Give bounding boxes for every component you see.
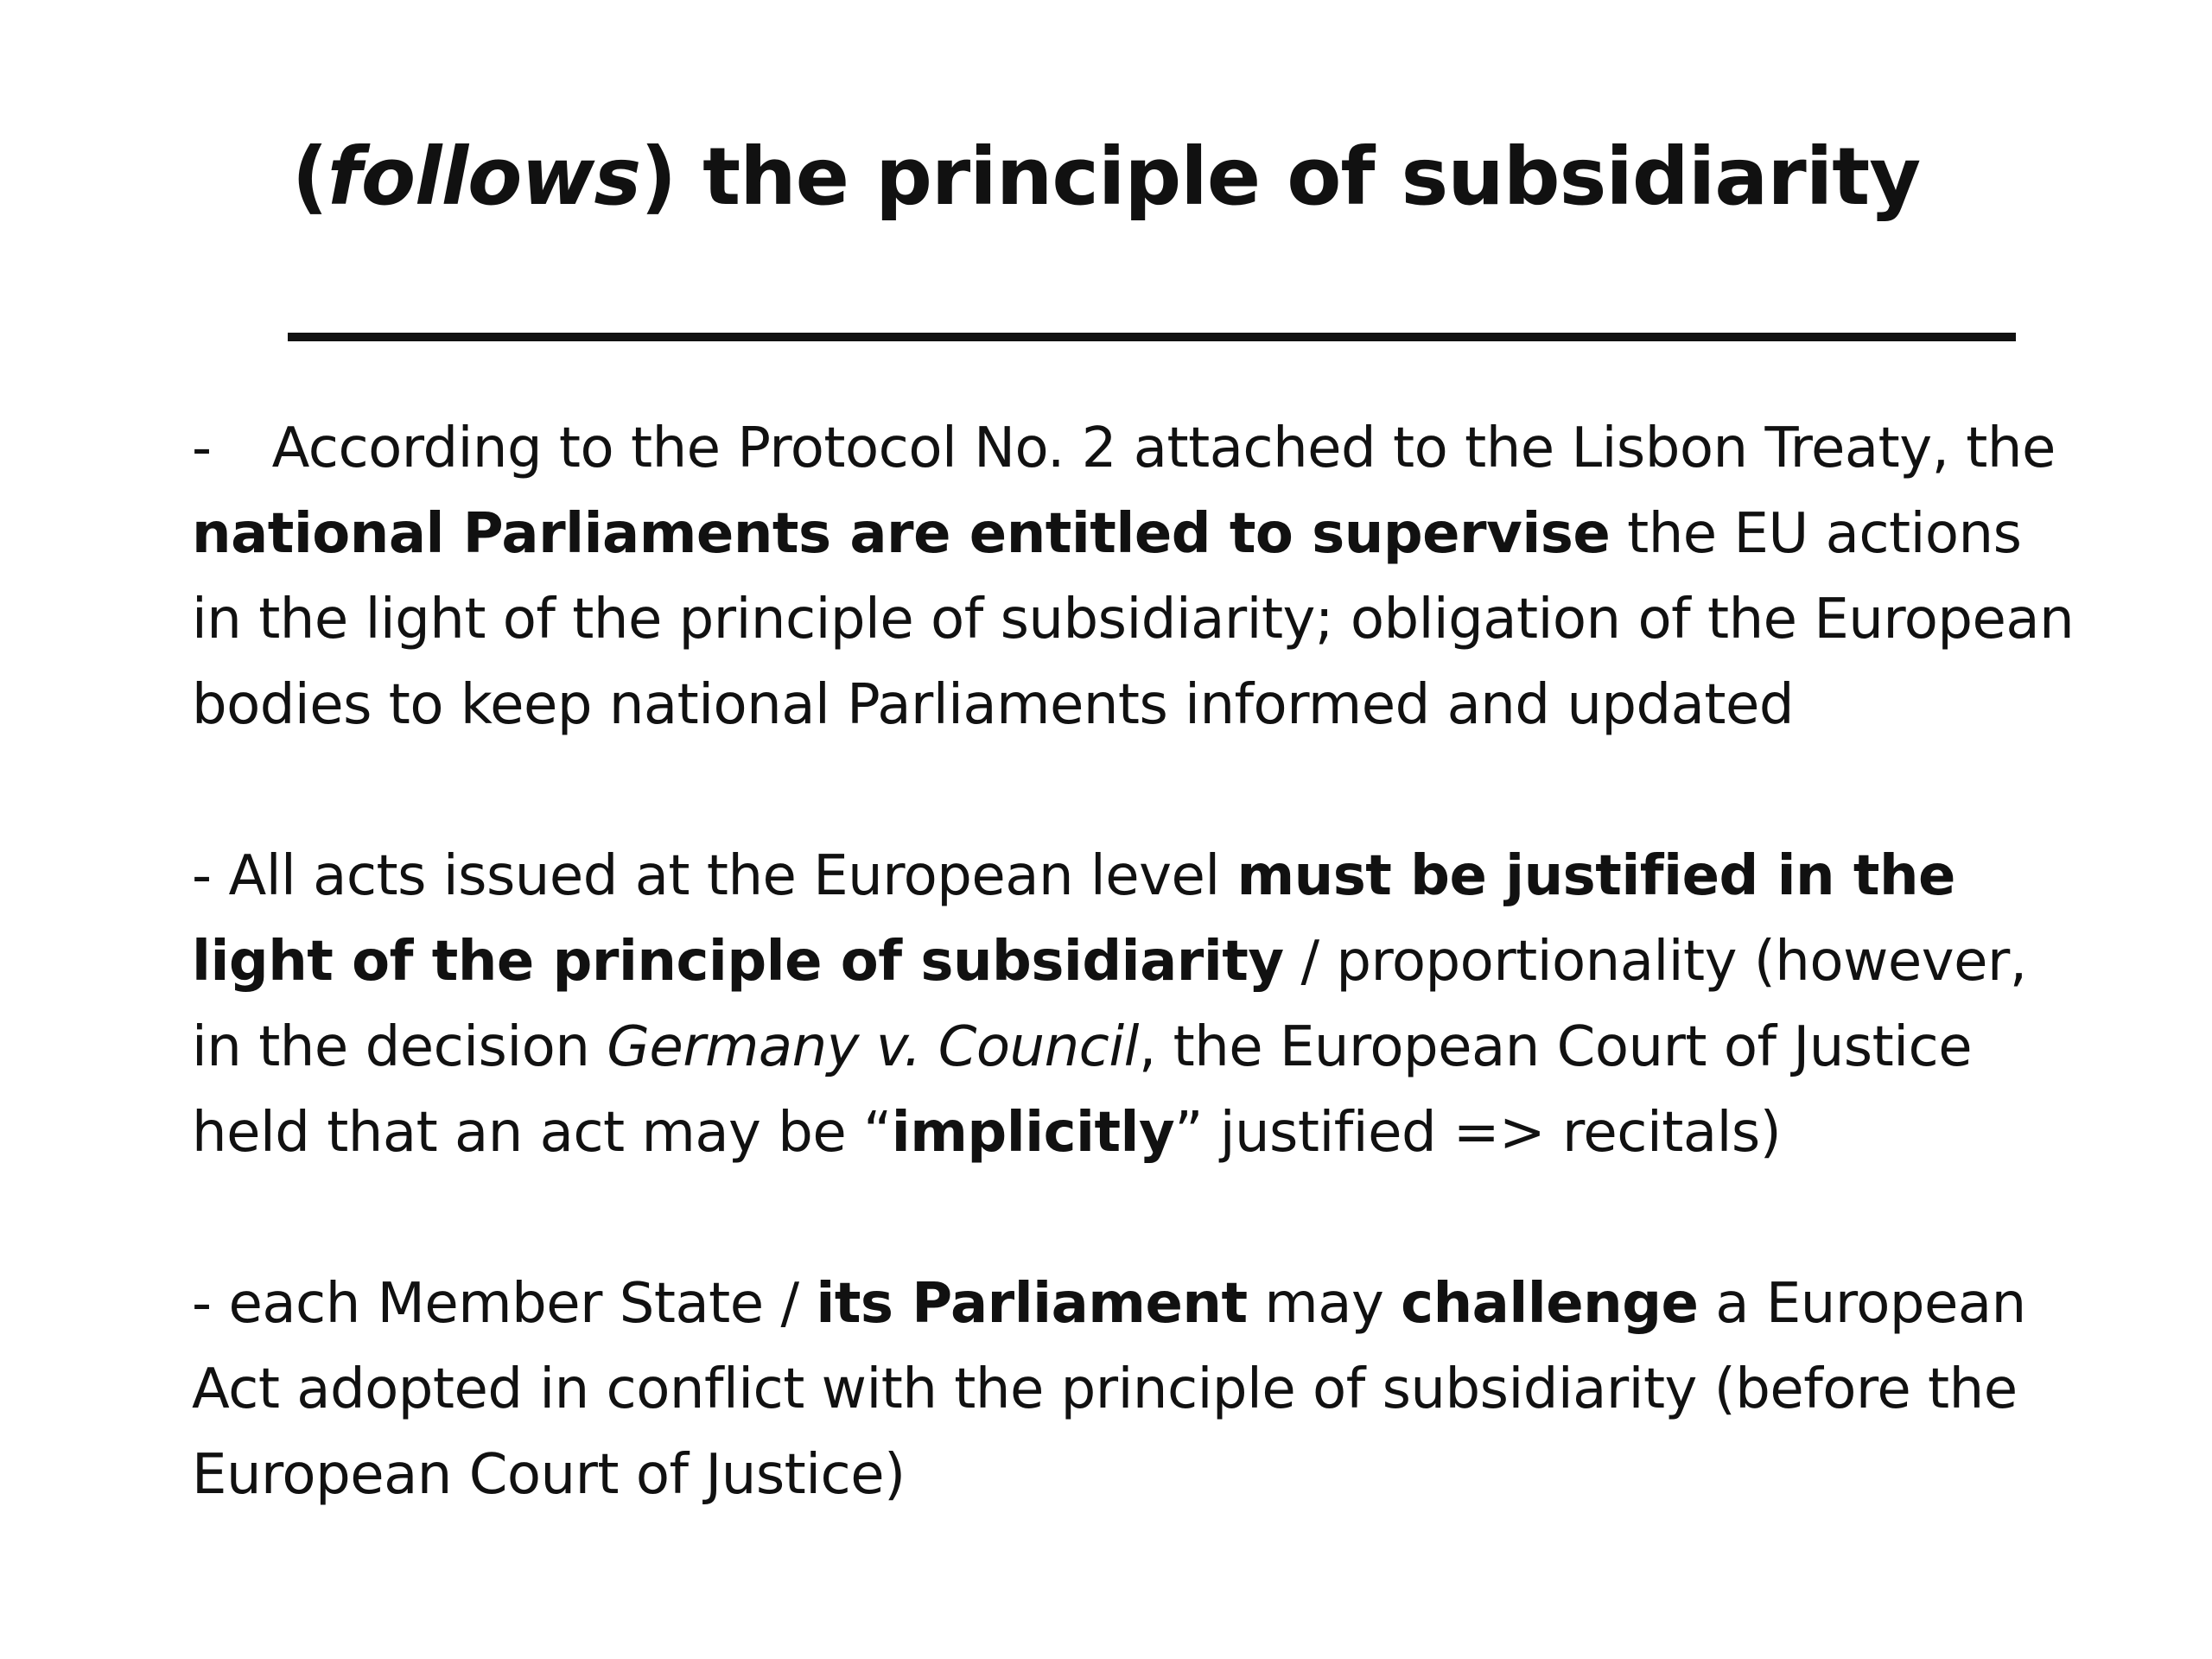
bullet-dash: - — [192, 416, 212, 480]
paragraph-bold: challenge — [1401, 1272, 1699, 1336]
paragraph-bold: implicitly — [891, 1101, 1175, 1165]
paragraph-protocol — [192, 406, 2075, 748]
title-open-paren: ( — [291, 130, 327, 223]
slide-title — [0, 130, 2212, 225]
paragraph-text: - All acts issued at the European level — [192, 844, 1237, 908]
paragraph-text: the EU actions in the light of the principle of subsidiarity; obligation of the European bodies to keep national Parliaments informed and updated — [192, 502, 2075, 737]
paragraph-text: a European Act adopted in conflict with the principle of subsidiarity (before the European Court of Justice) — [192, 1272, 2026, 1507]
title-rest: ) the principle of subsidiarity — [640, 130, 1921, 223]
paragraph-bold: its Parliament — [816, 1272, 1248, 1336]
paragraph-challenge — [192, 1262, 2075, 1518]
paragraph-text: ” justified => recitals) — [1174, 1101, 1782, 1165]
paragraph-text: - each Member State / — [192, 1272, 817, 1336]
paragraph-text: / proportionality (however, in the decision — [192, 930, 2027, 1079]
paragraph-text: , the European Court of Justice held that an act may be “ — [192, 1015, 1973, 1165]
paragraph-justification — [192, 834, 2075, 1176]
case-name: Germany v. Council — [607, 1015, 1139, 1079]
paragraph-text: may — [1247, 1272, 1402, 1336]
paragraph-bold: must be justified in the light of the principle of subsidiarity — [192, 844, 1955, 994]
paragraph-text: According to the Protocol No. 2 attached to the Lisbon Treaty, the — [271, 416, 2056, 480]
paragraph-bold: national Parliaments are entitled to supervise — [192, 502, 1611, 566]
title-underline — [288, 333, 2016, 341]
slide-body — [192, 406, 2075, 1518]
title-italic-word: follows — [327, 130, 641, 223]
